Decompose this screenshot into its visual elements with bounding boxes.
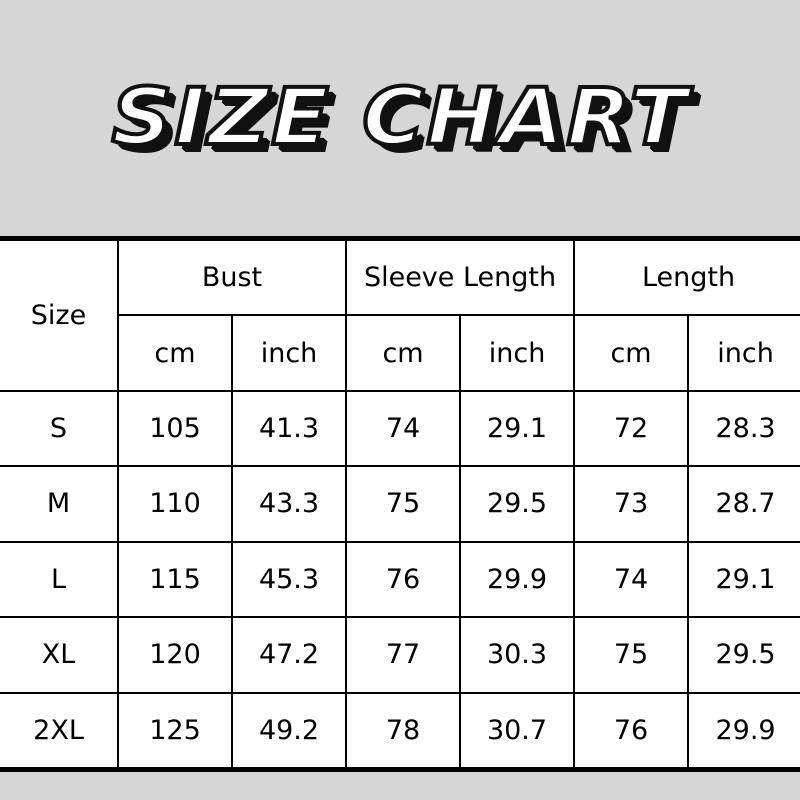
header-length-cm: cm — [574, 315, 688, 390]
size-chart-table — [0, 239, 800, 769]
cell-bust-inch: 45.3 — [232, 542, 346, 617]
cell-length-cm: 74 — [574, 542, 688, 617]
page-title: SIZE CHART — [111, 73, 689, 163]
cell-sleeve-cm: 76 — [346, 542, 460, 617]
cell-size: 2XL — [0, 693, 118, 768]
cell-sleeve-cm: 78 — [346, 693, 460, 768]
cell-sleeve-cm: 75 — [346, 466, 460, 541]
table-header-row-units — [0, 315, 800, 390]
cell-bust-inch: 47.2 — [232, 617, 346, 692]
size-chart-table-container — [0, 236, 800, 772]
header-size: Size — [0, 240, 118, 391]
cell-size: M — [0, 466, 118, 541]
cell-sleeve-inch: 30.3 — [460, 617, 574, 692]
header-bust-cm: cm — [118, 315, 232, 390]
cell-bust-cm: 125 — [118, 693, 232, 768]
title-area — [0, 0, 800, 236]
table-row — [0, 466, 800, 541]
header-length-inch: inch — [688, 315, 800, 390]
cell-length-cm: 73 — [574, 466, 688, 541]
cell-length-inch: 29.9 — [688, 693, 800, 768]
cell-bust-cm: 120 — [118, 617, 232, 692]
cell-length-cm: 75 — [574, 617, 688, 692]
cell-size: S — [0, 391, 118, 466]
cell-length-inch: 29.1 — [688, 542, 800, 617]
cell-bust-cm: 110 — [118, 466, 232, 541]
table-row — [0, 391, 800, 466]
cell-bust-inch: 43.3 — [232, 466, 346, 541]
header-sleeve-length: Sleeve Length — [346, 240, 574, 315]
cell-sleeve-inch: 29.9 — [460, 542, 574, 617]
cell-bust-inch: 49.2 — [232, 693, 346, 768]
header-length: Length — [574, 240, 800, 315]
table-row — [0, 693, 800, 768]
cell-sleeve-cm: 74 — [346, 391, 460, 466]
cell-length-inch: 29.5 — [688, 617, 800, 692]
cell-sleeve-inch: 30.7 — [460, 693, 574, 768]
cell-bust-inch: 41.3 — [232, 391, 346, 466]
cell-sleeve-inch: 29.1 — [460, 391, 574, 466]
cell-sleeve-inch: 29.5 — [460, 466, 574, 541]
header-bust-inch: inch — [232, 315, 346, 390]
header-sleeve-inch: inch — [460, 315, 574, 390]
cell-length-cm: 72 — [574, 391, 688, 466]
cell-bust-cm: 115 — [118, 542, 232, 617]
cell-length-inch: 28.7 — [688, 466, 800, 541]
cell-length-inch: 28.3 — [688, 391, 800, 466]
header-sleeve-cm: cm — [346, 315, 460, 390]
header-bust: Bust — [118, 240, 346, 315]
cell-size: XL — [0, 617, 118, 692]
table-row — [0, 617, 800, 692]
cell-bust-cm: 105 — [118, 391, 232, 466]
cell-sleeve-cm: 77 — [346, 617, 460, 692]
table-header-row-groups — [0, 240, 800, 315]
cell-length-cm: 76 — [574, 693, 688, 768]
bottom-background-strip — [0, 772, 800, 800]
table-row — [0, 542, 800, 617]
cell-size: L — [0, 542, 118, 617]
